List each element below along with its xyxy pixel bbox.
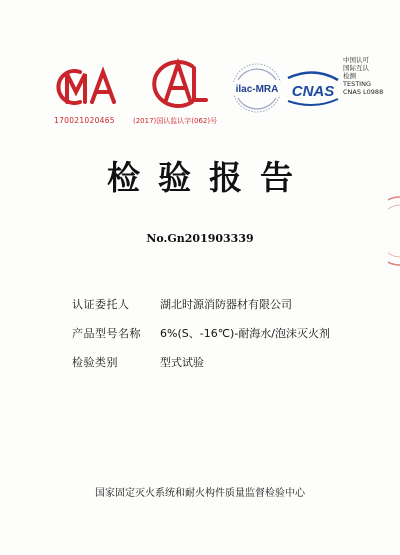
info-row-product: [72, 318, 330, 347]
info-value: 6%(S、-16℃)-耐海水/泡沫灭火剂: [160, 326, 331, 340]
info-label: 产品型号名称: [72, 326, 141, 340]
cnas-line: CNAS L0988: [343, 88, 384, 96]
cnas-line: 检测: [343, 72, 356, 80]
cma-logo: [50, 62, 120, 112]
info-value: 湖北时源消防器材有限公司: [160, 297, 292, 311]
info-label: 检验类别: [72, 355, 118, 369]
cma-number: 170021020465: [54, 116, 115, 125]
report-title: 检验报告: [107, 158, 311, 197]
cnas-line: TESTING: [343, 80, 371, 88]
info-row-test-type: [72, 347, 330, 376]
ilac-mra-logo: [226, 62, 288, 114]
info-label: 认证委托人: [72, 297, 130, 311]
cal-number: (2017)国认监认字(062)号: [133, 117, 218, 125]
svg-text:CNAS: CNAS: [291, 83, 335, 100]
report-number: No.Gn201903339: [146, 232, 254, 245]
info-value: 型式试验: [160, 355, 204, 369]
svg-text:ilac-MRA: ilac-MRA: [235, 84, 279, 95]
seal-stamp-fragment: [388, 195, 400, 267]
info-row-client: [72, 289, 330, 318]
cnas-accreditation-text: [343, 56, 383, 96]
cal-logo: [148, 56, 210, 112]
cnas-line: 国际互认: [343, 64, 369, 72]
report-info: [72, 289, 330, 376]
cnas-line: 中国认可: [343, 56, 369, 64]
cnas-logo: [284, 68, 342, 108]
issuing-organization: 国家固定灭火系统和耐火构件质量监督检验中心: [95, 488, 305, 499]
